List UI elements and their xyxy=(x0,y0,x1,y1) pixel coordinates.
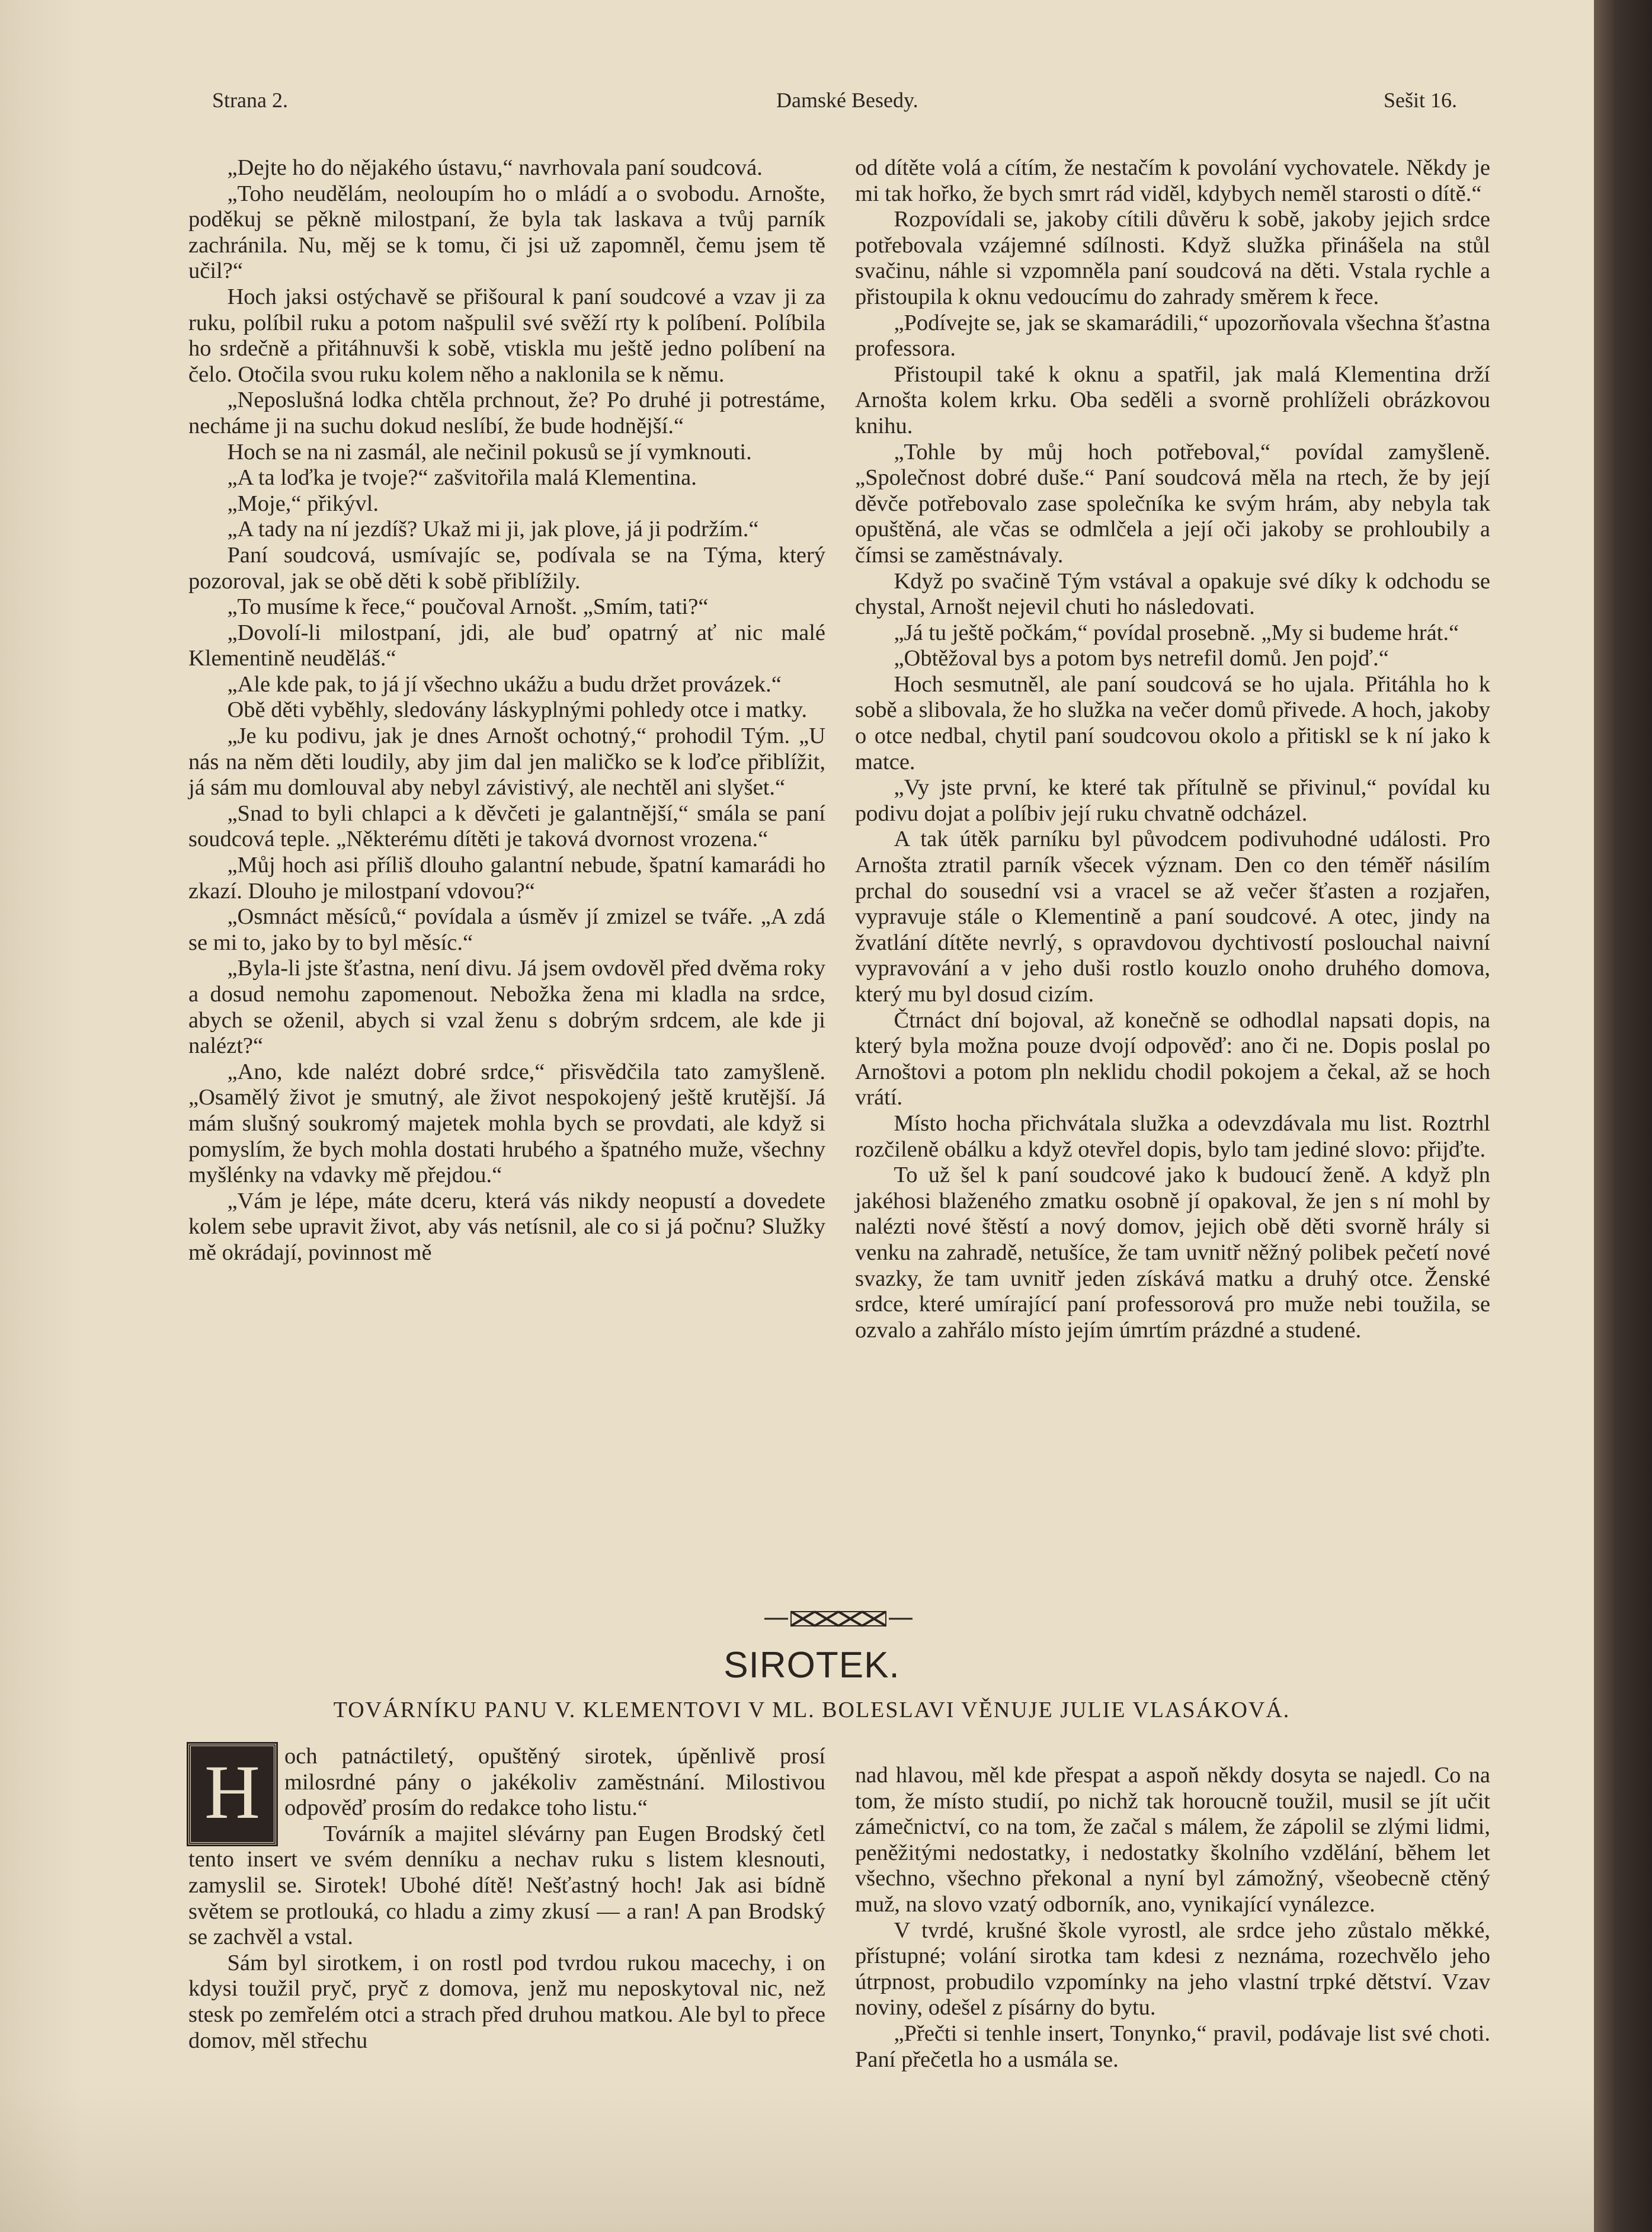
page-number: Strana 2. xyxy=(212,88,288,112)
paragraph: „Neposlušná lodka chtěla prchnout, že? Po druhé ji potrestáme, necháme ji na suchu dokud neslíbí, že bude hodnější.“ xyxy=(188,388,825,438)
paragraph: „Byla-li jste šťastna, není divu. Já jsem ovdověl před dvěma roky a dosud nemohu zapomenout. Nebožka žena mi kladla na srdce, abych se oženil, abych si vzal ženu s dobrým srdcem, ale kde ji nalézt?“ xyxy=(188,956,825,1059)
paragraph: Obě děti vyběhly, sledovány láskyplnými pohledy otce i matky. xyxy=(227,697,808,723)
paragraph: Hoch jaksi ostýchavě se přišoural k paní soudcové a vzav ji za ruku, políbil ruku a potom našpulil své svěží rty k políbení. Políbila ho srdečně a přitáhnuvši k sobě, vtiskla mu ještě jedno políbení na čelo. Otočila svou ruku kolem něho a naklonila se k němu. xyxy=(188,284,825,387)
paragraph: Hoch se na ni zasmál, ale nečinil pokusů se jí vymknouti. xyxy=(227,439,752,465)
paragraph: A tak útěk parníku byl původcem podivuhodné události. Pro Arnošta ztratil parník všecek význam. Den co den téměř násilím prchal do sousední vsi a vracel se až večer šťasten a rozjařen, vypravuje stále o Klementině a paní soudcové. A otec, jindy na žvatlání dítěte nevrlý, s opravdovou dychtivostí poslouchal naivní vypravování a v jeho duši rostlo kouzlo onoho druhého domova, který mu byl dosud cizím. xyxy=(855,827,1490,1007)
section-divider-ornament xyxy=(764,1607,913,1631)
left-column xyxy=(188,155,825,1266)
story-dedication: TOVÁRNÍKU PANU V. KLEMENTOVI V ML. BOLESLAVI VĚNUJE JULIE VLASÁKOVÁ. xyxy=(333,1698,1291,1722)
paragraph: Továrník a majitel slévárny pan Eugen Brodský četl tento insert ve svém denníku a nechav ruku s listem klesnouti, zamyslil se. Sirotek! Ubohé dítě! Nešťastný hoch! Jak asi bídně světem se protlouká, co hladu a zimy zkusí — a ran! A pan Brodský se zachvěl a vstal. xyxy=(188,1821,825,1950)
binding-edge xyxy=(1594,0,1652,2232)
paragraph: To už šel k paní soudcové jako k budoucí ženě. A když pln jakéhosi blaženého zmatku osobně jí opakoval, že jen s ní mohl by nalézti nové štěstí a nový domov, jejich obě děti svorně hrály si venku na zahradě, netušíce, že tam uvnitř něžný polibek pečetí nové svazky, že tam uvnitř jeden získává matku a druhý otce. Ženské srdce, které umírající paní professorová pro muže nebi toužila, se ozvalo a zahřálo místo jejím úmrtím prázdné a studené. xyxy=(855,1163,1490,1343)
paragraph: „Já tu ještě počkám,“ povídal prosebně. „My si budeme hrát.“ xyxy=(894,620,1459,645)
paragraph: „A tady na ní jezdíš? Ukaž mi ji, jak plove, já ji podržím.“ xyxy=(227,517,759,542)
paragraph: „Přečti si tenhle insert, Tonynko,“ pravil, podávaje list své choti. Paní přečetla ho a usmála se. xyxy=(855,2020,1490,2072)
paragraph: Když po svačině Tým vstával a opakuje své díky k odchodu se chystal, Arnošt nejevil chuti ho následovati. xyxy=(855,568,1490,620)
paragraph: „Dejte ho do nějakého ústavu,“ navrhovala paní soudcová. xyxy=(227,155,763,180)
paragraph: „Snad to byli chlapci a k děvčeti je galantnější,“ smála se paní soudcová teple. „Některému dítěti je taková dvornost vrozena.“ xyxy=(188,800,825,852)
paragraph: Sám byl sirotkem, i on rostl pod tvrdou rukou macechy, i on kdysi toužil pryč, pryč z domova, jenž mu neposkytoval nic, než stesk po zemřelém otci a strach před druhou matkou. Ale byl to přece domov, měl střechu xyxy=(188,1950,825,2053)
story-title: SIROTEK. xyxy=(723,1645,900,1686)
paragraph: Čtrnáct dní bojoval, až konečně se odhodlal napsati dopis, na který byla možna pouze dvojí odpověď: ano či ne. Dopis poslal po Arnoštovi a potom pln neklidu chodil pokojem a čekal, až se hoch vrátí. xyxy=(855,1007,1490,1110)
paragraph: „Vy jste první, ke které tak přítulně se přivinul,“ povídal ku podivu dojat a políbiv její ruku chvatně odcházel. xyxy=(855,775,1490,826)
paragraph: „Obtěžoval bys a potom bys netrefil domů. Jen pojď.“ xyxy=(894,646,1389,671)
paragraph: „Můj hoch asi příliš dlouho galantní nebude, špatní kamarádi ho zkazí. Dlouho je milostpaní vdovou?“ xyxy=(188,853,825,904)
paragraph: nad hlavou, měl kde přespat a aspoň někdy dosyta se najedl. Co na tom, že místo studií, po nichž tak horoucně toužil, musil se jít učit zámečnictví, co na tom, že začal s málem, že zápolil se zlými lidmi, peněžitými nedostatky, i nedostatky školního vzdělání, během let všechno, všechno překonal a nyní byl zámožný, všeobecně ctěný muž, na slovo vzatý odborník, ano, vynikající vynálezce. xyxy=(855,1763,1490,1917)
drop-cap: H xyxy=(188,1744,276,1844)
paragraph: Paní soudcová, usmívajíc se, podívala se na Týma, který pozoroval, jak se obě děti k sobě přiblížily. xyxy=(188,542,825,594)
right-column xyxy=(855,155,1490,1343)
story-right-column xyxy=(855,1763,1490,2073)
paragraph: „Je ku podivu, jak je dnes Arnošt ochotný,“ prohodil Tým. „U nás na něm děti loudily, aby jim dal jen maličko se k loďce přiblížit, já sám mu domlouval aby nebyl závistivý, ale nechtěl ani slyšet.“ xyxy=(188,723,825,800)
paragraph: „Ale kde pak, to já jí všechno ukážu a budu držet provázek.“ xyxy=(227,671,782,697)
magazine-title: Damské Besedy. xyxy=(776,88,918,112)
paragraph: „Osmnáct měsíců,“ povídala a úsměv jí zmizel se tváře. „A zdá se mi to, jako by to byl měsíc.“ xyxy=(188,904,825,955)
paragraph: „A ta loďka je tvoje?“ zašvitořila malá Klementina. xyxy=(227,465,697,491)
story-opening: H och patnáctiletý, opuštěný sirotek, úpěnlivě prosí milosrdné pány o jakékoliv zaměstnání. Milostivou odpověď prosím do redakce toho listu.“ xyxy=(188,1744,825,1821)
paragraph: „Dovolí-li milostpaní, jdi, ale buď opatrný ať nic malé Klementině neuděláš.“ xyxy=(188,620,825,671)
paragraph: Rozpovídali se, jakoby cítili důvěru k sobě, jakoby jejich srdce potřebovala vzájemné sdílnosti. Když služka přinášela na stůl svačinu, náhle si vzpomněla paní soudcová na děti. Vstala rychle a přistoupila k oknu vedoucímu do zahrady směrem k řece. xyxy=(855,207,1490,309)
paragraph: „To musíme k řece,“ poučoval Arnošt. „Smím, tati?“ xyxy=(227,594,709,620)
issue-number: Sešit 16. xyxy=(1384,88,1458,112)
paragraph: „Toho neudělám, neoloupím ho o mládí a o svobodu. Arnošte, poděkuj se pěkně milostpaní, že byla tak laskava a tvůj parník zachránila. Nu, měj se k tomu, či jsi už zapomněl, čemu jsem tě učil?“ xyxy=(188,181,825,284)
paragraph: „Moje,“ přikývl. xyxy=(227,491,379,516)
paragraph: „Ano, kde nalézt dobré srdce,“ přisvědčila tato zamyšleně. „Osamělý život je smutný, ale život nespokojený ještě krutější. Já mám slušný soukromý majetek mohla bych se provdati, ale když si pomyslím, že bych mohla dostati hrubého a špatného muže, všechny myšlénky na vdavky mě přejdou.“ xyxy=(188,1059,825,1188)
story-left-column xyxy=(188,1744,825,2054)
paragraph: „Podívejte se, jak se skamarádili,“ upozorňovala všechna šťastna professora. xyxy=(855,310,1490,361)
paragraph: Místo hocha přichvátala služka a odevzdávala mu list. Roztrhl rozčileně obálku a když otevřel dopis, bylo tam jediné slovo: přijďte. xyxy=(855,1110,1490,1162)
paragraph: „Tohle by můj hoch potřeboval,“ povídal zamyšleně. „Společnost dobré duše.“ Paní soudcová měla na rtech, že by její děvče potřebovalo zase společníka ke svým hrám, aby nebyla tak opuštěná, ale včas se odmlčela a její oči jakoby se prohloubily a čímsi se zaměstnávaly. xyxy=(855,439,1490,568)
paragraph: V tvrdé, krušné škole vyrostl, ale srdce jeho zůstalo měkké, přístupné; volání sirotka tam kdesi z neznáma, rozechvělo jeho útrpnost, probudilo vzpomínky na jeho vlastní trpké dětství. Vzav noviny, odešel z písárny do bytu. xyxy=(855,1917,1490,2020)
paragraph: od dítěte volá a cítím, že nestačím k povolání vychovatele. Někdy je mi tak hořko, že bych smrt rád viděl, kdybych neměl starosti o dítě.“ xyxy=(855,155,1490,206)
paragraph: Přistoupil také k oknu a spatřil, jak malá Klementina drží Arnošta kolem krku. Oba seděli a svorně prohlíželi obrázkovou knihu. xyxy=(855,361,1490,438)
paragraph: „Vám je lépe, máte dceru, která vás nikdy neopustí a dovedete kolem sebe upravit život, aby vás netísnil, ale co si já počnu? Služky mě okrádají, povinnost mě xyxy=(188,1188,825,1265)
paragraph: Hoch sesmutněl, ale paní soudcová se ho ujala. Přitáhla ho k sobě a slibovala, že ho služka na večer domů přivede. A hoch, jakoby o otce nedbal, chytil paní soudcovou okolo a přitiskl se k ní jako k matce. xyxy=(855,671,1490,774)
